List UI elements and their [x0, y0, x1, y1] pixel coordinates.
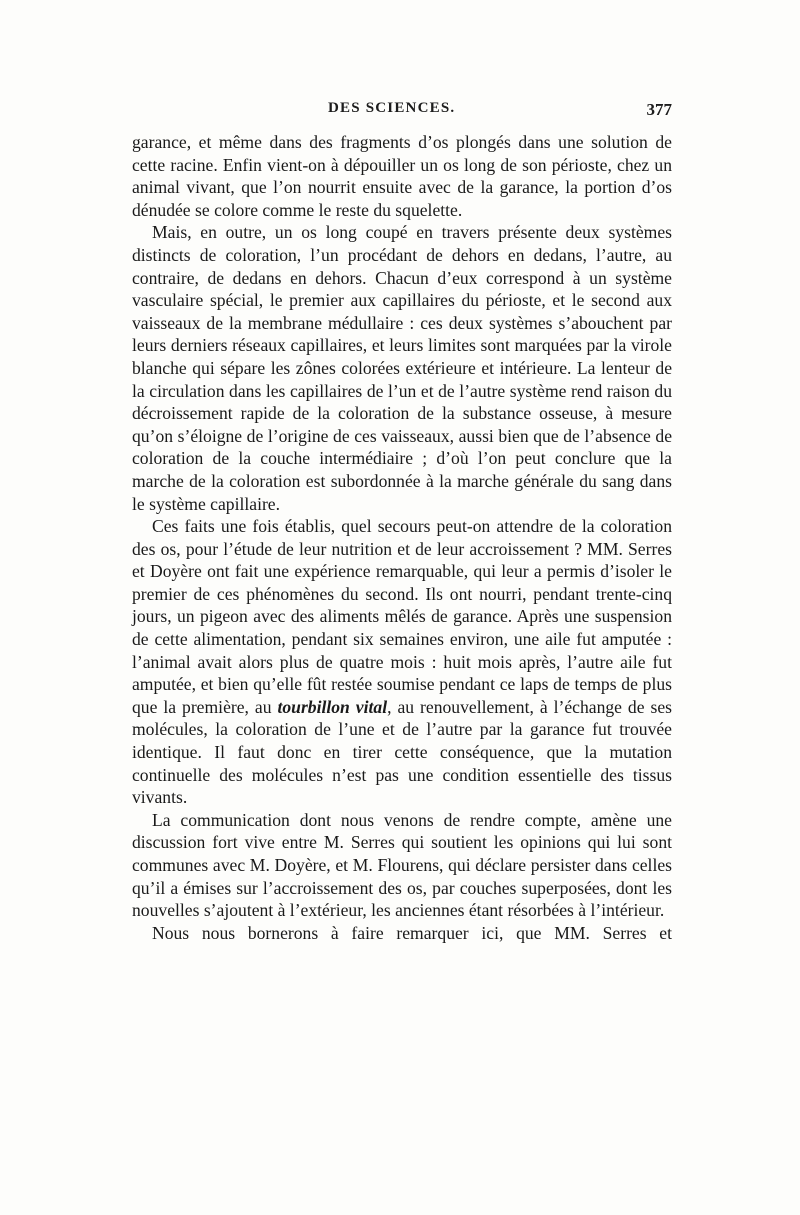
page-number: 377	[646, 100, 672, 119]
running-title: DES SCIENCES.	[328, 100, 456, 116]
paragraph-experiment	[132, 515, 672, 809]
paragraph-closing-fragment: Nous nous bornerons à faire remarquer ici, que MM. Serres et	[152, 922, 672, 943]
paragraph-experiment-text-after: , au renouvellement, à l’échange de ses molécules, la coloration de l’une et de l’autre par la garance fut trouvée identique. Il faut donc en tirer cette conséquence, que la mutation continuelle des molécules n’est pas une condition essentielle des tissus vivants.	[132, 696, 673, 808]
page-header	[132, 100, 672, 124]
emphasis-tourbillon-vital: tourbillon vital	[277, 696, 388, 717]
body-text	[132, 131, 672, 944]
paragraph-experiment-text-before: Ces faits une fois établis, quel secours peut-on attendre de la coloration des os, pour l’étude de leur nutrition et de leur accroissement ? MM. Serres et Doyère ont fait une expérience remarquable, qui leur a permis d’isoler le premier de ces phénomènes du second. Ils ont nourri, pendant trente-cinq jours, un pigeon avec des aliments mêlés de garance. Après une suspension de cette alimentation, pendant six semaines environ, une aile fut amputée : l’animal avait alors plus de quatre mois : huit mois après, l’autre aile fut amputée, et bien qu’elle fût restée soumise pendant ce laps de temps de plus que la première, au	[132, 516, 672, 717]
paragraph-discussion: La communication dont nous venons de rendre compte, amène une discussion fort vive entre M. Serres qui soutient les opinions qui lui sont communes avec M. Doyère, et M. Flourens, qui déclare persister dans celles qu’il a émises sur l’accroissement des os, par couches superposées, dont les nouvelles s’ajoutent à l’extérieur, les anciennes étant résorbées à l’intérieur.	[132, 809, 672, 921]
paragraph-continued: garance, et même dans des fragments d’os plongés dans une solution de cette racine. Enfin vient-on à dépouiller un os long de son périoste, chez un animal vivant, que l’on nourrit ensuite avec de la garance, la portion d’os dénudée se colore comme le reste du squelette.	[132, 132, 672, 220]
paragraph-coloration-systems: Mais, en outre, un os long coupé en travers présente deux systèmes distincts de coloration, l’un procédant de dehors en dedans, l’autre, au contraire, de dedans en dehors. Chacun d’eux correspond à un système vasculaire spécial, le premier aux capillaires du périoste, et le second aux vaisseaux de la membrane médullaire : ces deux systèmes s’abouchent par leurs derniers réseaux capillaires, et leurs limites sont marquées par la virole blanche qui sépare les zônes colorées extérieure et intérieure. La lenteur de la circulation dans les capillaires de l’un et de l’autre système rend raison du décroissement rapide de la coloration de la substance osseuse, à mesure qu’on s’éloigne de l’origine de ces vaisseaux, aussi bien que de l’absence de coloration de la couche intermédiaire ; d’où l’on peut conclure que la marche de la coloration est subordonnée à la marche générale du sang dans le système capillaire.	[132, 222, 672, 514]
